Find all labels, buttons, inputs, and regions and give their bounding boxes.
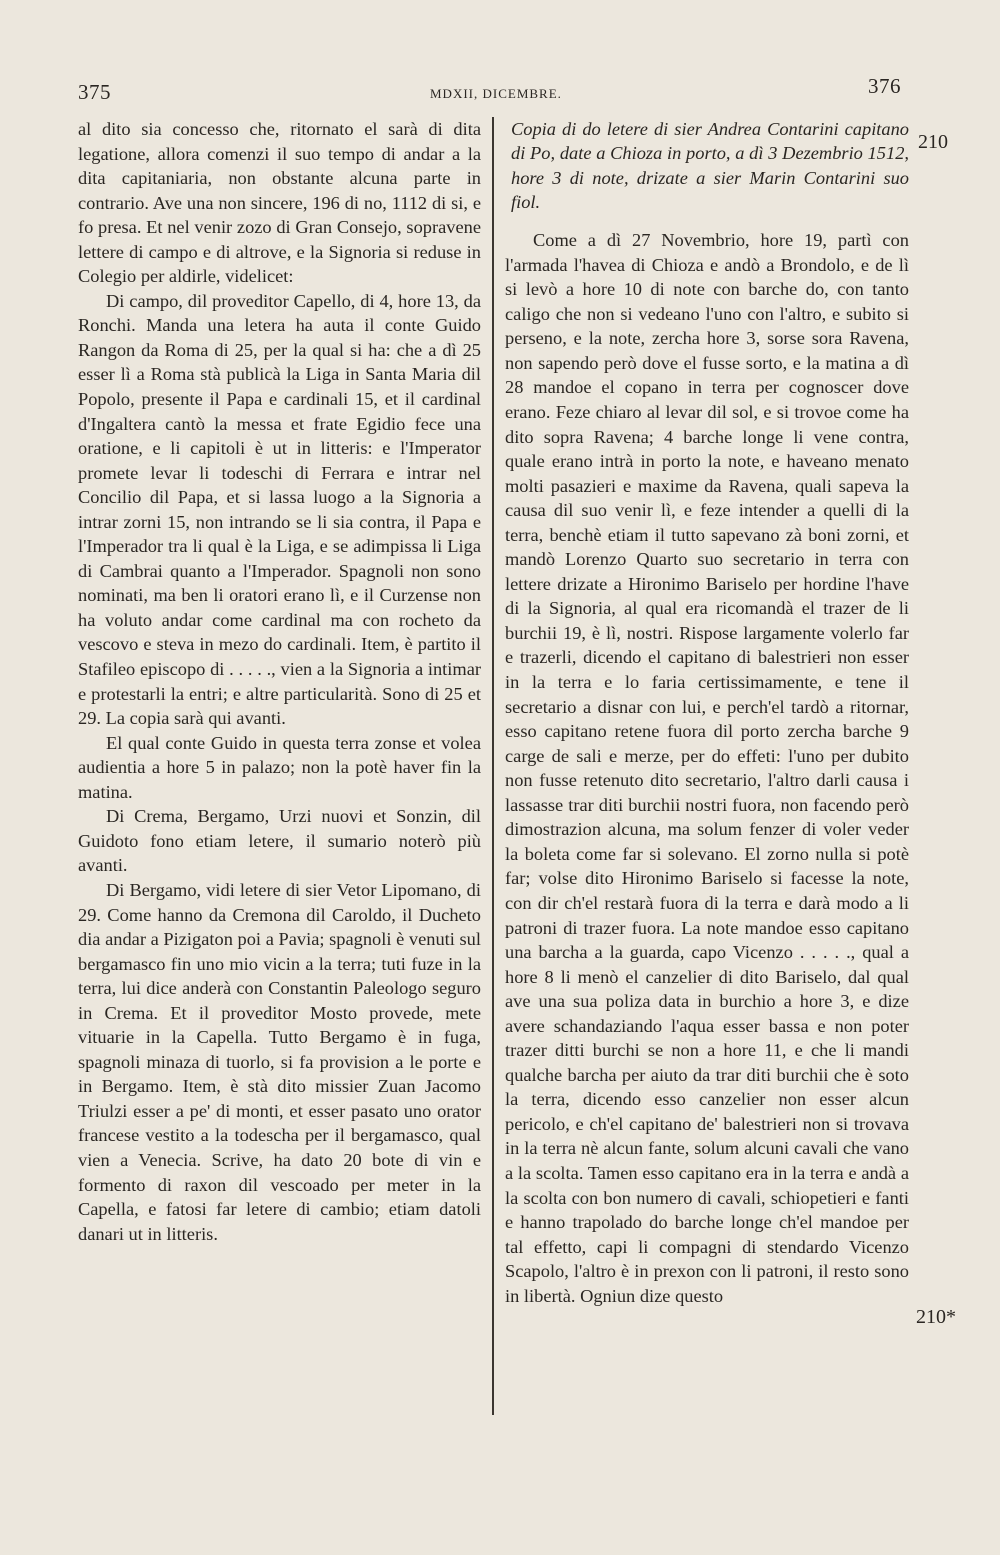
running-head: [0, 74, 1000, 110]
right-page-number: 376: [868, 74, 901, 98]
left-column: [78, 117, 481, 1246]
running-title: MDXII, DICEMBRE.: [430, 86, 562, 101]
paragraph: Come a dì 27 Novembrio, hore 19, partì con l'armada l'havea di Chioza e andò a Brondolo, e de lì si levò a hore 10 di note con barche do, con tanto caligo che non si vedeano l'uno con l'altro, e subito si perseno, e la note, zercha hore 3, sorse sora Ravena, non sapendo però dove el fusse sorto, e la matina a dì 28 mandoe el copano in terra per cognoscer dove erano. Feze chiaro al levar dil sol, e si trovoe come ha dito sopra Ravena; 4 barche longe li vene contra, quale erano intrà in porto la note, e haveano menato molti pasazieri e maxime da Ravena, quali sapeva la causa dil suo venir lì, e feze intender a quelli di la terra, benchè etiam il tutto sapevano zà boni zorni, et mandò Lorenzo Quarto suo secretario in terra con lettere drizate a Hironimo Bariselo per hordine l'have di la Signoria, al qual era ricomandà el trazer de li burchii 19, è lì, nostri. Rispose largamente volerlo far e trazerli, dicendo el capitano di balestrieri non esser in la terra e lo faria certissimamente, e tene il secretario a disnar con lui, e perch'el tardò a ritornar, esso capitano retene fuora dil porto zercha barche 9 carge de sali e merze, per do effeti: l'uno per dubito non fusse retenuto dito secretario, l'altro darli causa i lassasse trar diti burchii nostri fuora, non facendo però dimostrazion alcuna, ma solum fenzer di voler veder la boleta come far si solevano. El zorno nulla si potè far; volse dito Hironimo Bariselo si facesse la note, con dir ch'el restarà fuora di la terra e darà modo a li patroni di trazer fuora. La note mandoe esso capitano una barcha a la guarda, capo Vicenzo . . . . ., qual a hore 8 li menò el canzelier di dito Bariselo, dal qual ave una sua poliza data in burchio a hore 3, e dize avere schandaziando l'aqua esser bassa e non poter trazer ditti burchi se non a hore 11, e che li mandi qualche barcha per aiuto da trar diti burchii che è soto la terra, dicendo esso canzelier non esser alcun pericolo, e ch'el capitano de' balestrieri non si trovava in la terra nè alcun fante, solum alcuni cavali che vano a la scolta. Tamen esso capitano era in la terra e andà a la scolta con bon numero di cavali, schiopetieri e fanti e hanno trapolado do barche longe ch'el mandoe per tal effetto, capi li compagni di stendardo Vicenzo Scapolo, l'altro è in prexon con li patroni, il resto sono in libertà. Ogniun dize questo: [505, 230, 909, 1306]
paragraph: al dito sia concesso che, ritornato el sarà di dita legatione, allora comenzi il suo tempo di andar a la dita capitaniaria, non obstante alcuna parte in contrario. Ave una non sincere, 196 di no, 1112 di si, e fo presa. Et nel venir zozo di Gran Consejo, sopravene lettere di campo e di altrove, e la Signoria si reduse in Colegio per aldirle, videlicet:: [78, 119, 481, 287]
margin-number: 210: [918, 131, 948, 153]
right-column: [505, 117, 909, 1308]
margin-number: 210*: [916, 1306, 956, 1328]
letter-heading: Copia di do letere di sier Andrea Contarini capitano di Po, date a Chioza in porto, a dì 3 Dezembrio 1512, hore 3 di note, drizate a sier Marin Contarini suo fiol.: [511, 119, 909, 212]
paragraph: Di Crema, Bergamo, Urzi nuovi et Sonzin, dil Guidoto fono etiam letere, il sumario noterò più avanti.: [78, 806, 481, 876]
paragraph: El qual conte Guido in questa terra zonse et volea audientia a hore 5 in palazo; non la potè haver fin la matina.: [78, 732, 481, 802]
paragraph: Di Bergamo, vidi letere di sier Vetor Lipomano, di 29. Come hanno da Cremona dil Caroldo, il Ducheto dia andar a Pizigaton poi a Pavia; spagnoli è venuti sul bergamasco fin uno mio vicin a la terra; tuti fuze in la terra, lui dice anderà con Constantin Paleologo seguro in Crema. Et il proveditor Mosto provede, mete vituarie in la Capella. Tutto Bergamo è in fuga, spagnoli minaza di tuorlo, si fa provision a le porte e in Bergamo. Item, è stà dito missier Zuan Jacomo Triulzi esser a pe' di monti, et esser pasato uno orator francese vestito a la todescha per il bergamasco, qual vien a Venecia. Scrive, ha dato 20 bote di vin e formento di raxon dil vescoado per meter in la Capella, e fatosi far letere di cambio; etiam datoli danari ut in litteris.: [78, 879, 481, 1244]
column-divider: [492, 117, 494, 1415]
paragraph: Di campo, dil proveditor Capello, di 4, hore 13, da Ronchi. Manda una letera ha auta il conte Guido Rangon da Roma di 25, per la qual si ha: che a dì 25 esser lì a Roma stà publicà la Liga in Santa Maria dil Popolo, presente il Papa e cardinali 15, et il cardinal d'Ingaltera cantò la messa et frate Egidio fece una oratione, e li capitoli è ut in litteris: e l'Imperator promete levar li todeschi di Ferrara e intrar nel Concilio dil Papa, et si lassa luogo a la Signoria a intrar zorni 15, non intrando se li sia contra, il Papa e l'Imperador tra li qual è la Liga, e se adimpissa li Liga di Cambrai quanto a l'Imperador. Spagnoli non sono nominati, ma ben li oratori erano lì, e il Curzense non ha voluto andar come cardinal ma con rocheto da vescovo e steva in mezo do cardinali. Item, è partito il Stafileo episcopo di . . . . ., vien a la Signoria a intimar e protestarli la entri; e altre particularità. Sono di 25 et 29. La copia sarà qui avanti.: [78, 290, 481, 729]
left-page-number: 375: [78, 80, 111, 104]
